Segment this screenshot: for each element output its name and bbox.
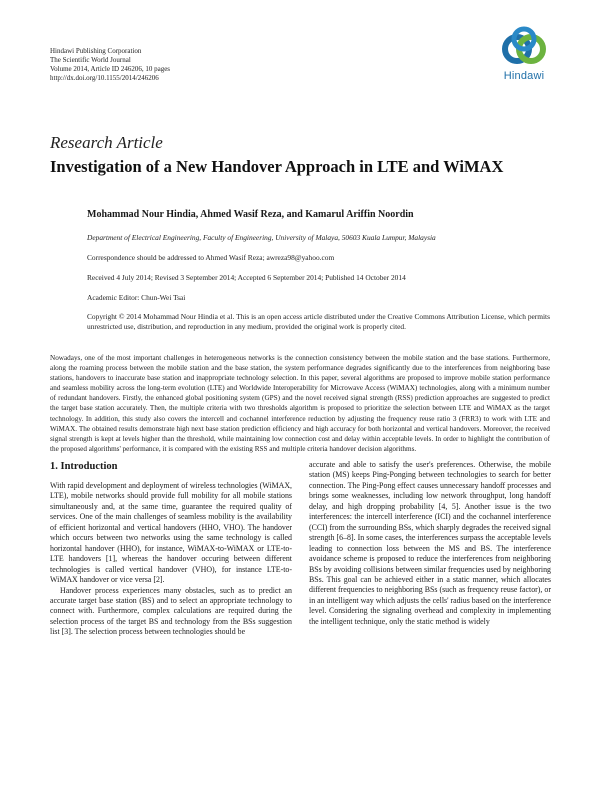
volume-info: Volume 2014, Article ID 246206, 10 pages (50, 65, 171, 73)
copyright-notice: Copyright © 2014 Mohammad Nour Hindia et al. This is an open access article distributed under the Creative Commons Attribution License, which permits unrestricted use, distribution, and reproduction in any medium, provided the original work is properly cited. (87, 312, 550, 331)
paragraph: accurate and able to satisfy the user's preferences. Otherwise, the mobile station (MS) keeps Ping-Ponging between technologies to search for better connection. The Ping-Pong effect causes unnecessary handoff processes and brings some weaknesses, including low network throughput, long handoff delay, and high dropping probability [4, 5]. Another issue is the two interferences: the intercell interference (ICI) and the cochannel interference (CCI) from the surrounding BSs, which sharply degrades the received signal strength [6–8]. In some cases, the interferences surpass the acceptable levels leading to connection loss between the MS and BS. The interference avoidance scheme is proposed to reduce the interferences from neighboring BSs by avoiding collisions between similar frequencies used by neighboring BSs. This goal can be achieved either in a static manner, which allocates different frequencies to neighboring BSs (such as frequency reuse factor), or in an intelligent way which adjusts the cells' radius based on the interference level. Considering the signaling overhead and complexity in implementing the intelligent technique, only the static method is widely (309, 460, 551, 626)
paragraph: Handover process experiences many obstacles, such as to predict an accurate target base station (BS) and to select an appropriate technology to connect with. Furthermore, complex calculations are required during the selection process of the target BS and technology from the BSs suggestion list [3]. The selection process between technologies should be (50, 585, 292, 637)
hindawi-logo-icon (493, 25, 555, 69)
article-type: Research Article (50, 133, 163, 152)
publication-dates: Received 4 July 2014; Revised 3 September 2014; Accepted 6 September 2014; Published 14 October 2014 (87, 273, 406, 282)
hindawi-logo (493, 25, 555, 87)
affiliation: Department of Electrical Engineering, Faculty of Engineering, University of Malaya, 50603 Kuala Lumpur, Malaysia (87, 233, 436, 242)
left-column (50, 460, 292, 638)
doi-link[interactable]: http://dx.doi.org/10.1155/2014/246206 (50, 74, 159, 82)
logo-text: Hindawi (503, 70, 545, 82)
correspondence: Correspondence should be addressed to Ahmed Wasif Reza; awreza98@yahoo.com (87, 253, 335, 262)
publisher-name: Hindawi Publishing Corporation (50, 47, 142, 55)
journal-name: The Scientific World Journal (50, 56, 131, 64)
journal-meta (50, 47, 170, 83)
author-list: Mohammad Nour Hindia, Ahmed Wasif Reza, and Kamarul Ariffin Noordin (87, 209, 414, 220)
section-heading: 1. Introduction (50, 461, 118, 472)
academic-editor: Academic Editor: Chun-Wei Tsai (87, 293, 186, 302)
abstract: Nowadays, one of the most important challenges in heterogeneous networks is the connection consistency between the mobile station and the base stations. Furthermore, along the roaming process between the mobile station and the base station, the system performance degrades significantly due to the interferences from neighboring base stations, handovers to inaccurate base station and inappropriate technology selection. In this paper, several algorithms are proposed to improve mobile station performance and seamless mobility across the long-term evolution (LTE) and Worldwide Interoperability for Microwave Access (WiMAX) technologies, along with a minimum number of redundant handovers. Firstly, the enhanced global positioning system (GPS) and the novel received signal strength (RSS) prediction approaches are suggested to predict the target base station accurately. Then, the multiple criteria with two thresholds algorithm is proposed to prioritize the selection between LTE and WiMAX as the target technology. In addition, this study also covers the intercell and cochannel interference reduction by adjusting the frequency reuse ratio 3 (FRR3) to work with LTE and WiMAX. The obtained results demonstrate high next base station prediction efficiency and high accuracy for both horizontal and vertical handovers. Moreover, the received signal strength is kept at levels higher than the threshold, while maintaining low connection cost and delay within acceptable levels. In order to highlight the contribution of the proposed algorithms' performance, it is compared with the existing RSS and multiple criteria handover decision algorithms. (50, 354, 550, 453)
article-title: Investigation of a New Handover Approach in LTE and WiMAX (50, 157, 504, 176)
paragraph: With rapid development and deployment of wireless technologies (WiMAX, LTE), mobile networks should provide full mobility for all mobile stations simultaneously and, at the same time, guarantee the required quality of services. One of the main challenges of seamless mobility is the availability of efficient horizontal and vertical handovers (HHO, VHO). The handover which occurs between two networks using the same technology is called horizontal handover (HHO), for instance, WiMAX-to-WiMAX or LTE-to-LTE handovers [1], whereas the handover occuring between different technologies is called vertical handover (VHO), for instance LTE-to-WiMAX handover or vice versa [2]. (50, 481, 292, 585)
right-column (309, 460, 551, 627)
